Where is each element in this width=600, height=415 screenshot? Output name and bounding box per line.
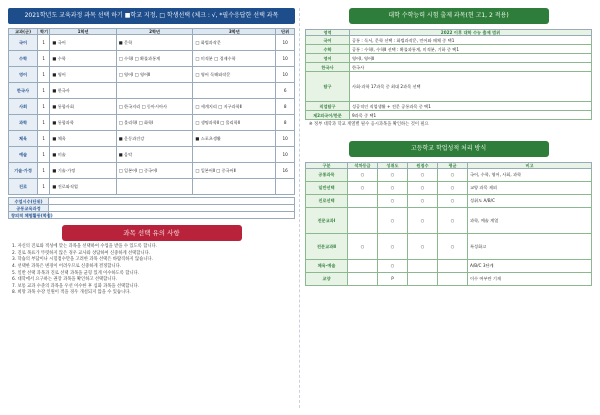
csat-content: 공통 : 수학Ⅰ, 수학Ⅱ 선택 : 확률과통계, 미적분, 기하 중 택1 — [350, 45, 592, 54]
grading-mark: ○ — [378, 194, 408, 207]
table-row — [9, 147, 295, 163]
grading-mark — [348, 194, 378, 207]
list-item: 8. 희망 과목 수강 인원이 적을 경우 개설되지 않을 수 있습니다. — [12, 290, 131, 296]
csat-area: 한국사 — [306, 63, 350, 72]
grading-mark: ○ — [438, 207, 468, 233]
grading-mark: ○ — [348, 233, 378, 259]
row-year1: ■ 통합과학 — [50, 115, 116, 131]
table-row — [9, 99, 295, 115]
curriculum-table — [8, 28, 295, 195]
list-item: 2. 진로 목표가 뚜렷하지 않은 경우 교사와 상담하여 신중하게 선택합니다. — [12, 250, 151, 256]
csat-area: 직업탐구 — [306, 102, 350, 111]
csat-area: 국어 — [306, 36, 350, 45]
grading-kind: 체육·예술 — [306, 259, 348, 272]
row-semester: 1 — [38, 99, 50, 115]
grading-kind: 교양 — [306, 272, 348, 285]
grading-mark: ○ — [408, 207, 438, 233]
table-row — [9, 163, 295, 179]
row-year1: ■ 진로와직업 — [50, 179, 116, 195]
row-semester: 1 — [38, 147, 50, 163]
row-year2: ■ 운동과건강 — [116, 131, 193, 147]
grading-mark: ○ — [438, 181, 468, 194]
csat-content: 9과목 중 택1 — [350, 111, 592, 120]
grading-kind: 전문교과Ⅰ — [306, 207, 348, 233]
summary-table — [8, 197, 295, 219]
grading-col-header: 구분 — [306, 162, 348, 168]
grading-mark: ○ — [408, 194, 438, 207]
grading-mark — [348, 272, 378, 285]
table-row — [9, 51, 295, 67]
csat-col-area: 영역 — [306, 30, 350, 36]
grading-col-header: 원점수 — [408, 162, 438, 168]
row-year2: □ 영어Ⅰ □ 영어Ⅱ — [116, 67, 193, 83]
row-semester: 1 — [38, 115, 50, 131]
row-subject: 수학 — [9, 51, 38, 67]
grading-note: 성취도 A/B/C — [468, 194, 592, 207]
table-row — [306, 233, 592, 259]
csat-content: 영어Ⅰ, 영어Ⅱ — [350, 54, 592, 63]
grading-col-header: 비고 — [468, 162, 592, 168]
grading-mark: ○ — [378, 168, 408, 181]
grading-kind: 진로선택 — [306, 194, 348, 207]
row-year2: ■ 음악 — [116, 147, 193, 163]
list-item: 4. 선택한 과목은 변경이 어려우므로 신중하게 결정합니다. — [12, 263, 122, 269]
row-subject: 사회 — [9, 99, 38, 115]
table-row — [9, 35, 295, 51]
grading-note: A/B/C 3단계 — [468, 259, 592, 272]
row-subject: 예술 — [9, 147, 38, 163]
row-year2 — [116, 83, 193, 99]
col-semester: 학기 — [38, 29, 50, 35]
row-subject: 영어 — [9, 67, 38, 83]
row-year1: ■ 체육 — [50, 131, 116, 147]
table-row — [306, 72, 592, 102]
table-row — [306, 63, 592, 72]
grading-mark: ○ — [378, 181, 408, 194]
col-year1: 1학년 — [50, 29, 116, 35]
grading-col-header: 성취도 — [378, 162, 408, 168]
table-row — [9, 67, 295, 83]
row-year1: ■ 수학 — [50, 51, 116, 67]
table-row — [306, 45, 592, 54]
grading-mark — [438, 272, 468, 285]
selection-notes-list — [8, 241, 295, 297]
grading-mark: ○ — [378, 207, 408, 233]
row-subject: 과학 — [9, 115, 38, 131]
col-year3: 3학년 — [193, 29, 276, 35]
grading-table — [305, 162, 592, 286]
selection-notes-title: 과목 선택 유의 사항 — [62, 225, 242, 241]
grading-note: 과학, 예술 계열 — [468, 207, 592, 233]
table-row — [306, 54, 592, 63]
row-year3: □ 미적분 □ 경제수학 — [193, 51, 276, 67]
row-units: 16 — [276, 163, 295, 179]
row-units: 10 — [276, 147, 295, 163]
table-row — [306, 207, 592, 233]
grading-col-header: 석차등급 — [348, 162, 378, 168]
csat-header: 2022 이후 대학 수능 출제 범위 — [350, 30, 592, 36]
grading-kind: 공통과목 — [306, 168, 348, 181]
row-year2: □ 수학Ⅰ □ 확률과통계 — [116, 51, 193, 67]
col-subject: 교과(군) — [9, 29, 38, 35]
col-units: 단위 — [276, 29, 295, 35]
grading-kind: 전문교과Ⅱ — [306, 233, 348, 259]
row-subject: 기술·가정 — [9, 163, 38, 179]
csat-content: 사회·과학 17과목 중 최대 2과목 선택 — [350, 72, 592, 102]
csat-area: 영어 — [306, 54, 350, 63]
table-row — [306, 111, 592, 120]
row-year1: ■ 미술 — [50, 147, 116, 163]
csat-table — [305, 29, 592, 120]
row-year1: ■ 영어 — [50, 67, 116, 83]
row-subject: 한국사 — [9, 83, 38, 99]
row-subject: 국어 — [9, 35, 38, 51]
table-row — [306, 259, 592, 272]
grading-mark: ○ — [438, 194, 468, 207]
grading-mark — [408, 272, 438, 285]
grading-mark: ○ — [348, 181, 378, 194]
table-row — [306, 168, 592, 181]
row-year1: ■ 한국사 — [50, 83, 116, 99]
row-units: 10 — [276, 67, 295, 83]
list-item: 5. 일반 선택 과목과 진로 선택 과목을 균형 있게 이수하도록 합니다. — [12, 270, 140, 276]
csat-content: 한국사 — [350, 63, 592, 72]
grading-mark: ○ — [378, 259, 408, 272]
row-year2: ■ 문학 — [116, 35, 193, 51]
row-year3 — [193, 83, 276, 99]
table-row — [306, 194, 592, 207]
row-year3: ■ 스포츠생활 — [193, 131, 276, 147]
summary-hours: 수업시수(단위) — [9, 198, 49, 205]
grading-mark: ○ — [408, 168, 438, 181]
row-year2 — [116, 179, 193, 195]
row-year3: □ 화법과작문 — [193, 35, 276, 51]
row-year1: ■ 통합사회 — [50, 99, 116, 115]
csat-area: 탐구 — [306, 72, 350, 102]
grading-mark — [348, 207, 378, 233]
row-year1: ■ 국어 — [50, 35, 116, 51]
row-semester: 1 — [38, 83, 50, 99]
row-semester: 1 — [38, 179, 50, 195]
row-units: 10 — [276, 131, 295, 147]
grading-mark — [348, 259, 378, 272]
table-row — [306, 181, 592, 194]
grading-note: 이수 여부만 기재 — [468, 272, 592, 285]
grading-kind: 일반선택 — [306, 181, 348, 194]
grading-mark — [438, 259, 468, 272]
row-year3: □ 일본어Ⅱ □ 중국어Ⅱ — [193, 163, 276, 179]
row-subject: 진로 — [9, 179, 38, 195]
row-semester: 1 — [38, 51, 50, 67]
row-year3: □ 생명과학Ⅱ □ 물리학Ⅱ — [193, 115, 276, 131]
row-semester: 1 — [38, 163, 50, 179]
grading-note: 국어, 수학, 영어, 사회, 과학 — [468, 168, 592, 181]
grading-col-header: 평균 — [438, 162, 468, 168]
csat-note: ※ 정부 대학과 학교 계열별 필수 응시과목을 확인하는 것이 필요 — [309, 122, 429, 128]
csat-content: 성공적인 직업생활 + 전문 공통과목 중 택1 — [350, 102, 592, 111]
list-item: 6. 대학에서 요구하는 권장 과목을 확인하고 선택합니다. — [12, 277, 117, 283]
list-item: 3. 학습의 부담이나 시험점수만을 고려한 과목 선택은 바람직하지 않습니다. — [12, 257, 153, 263]
table-row — [9, 179, 295, 195]
left-page — [8, 8, 295, 408]
row-year2: □ 일본어Ⅰ □ 중국어Ⅰ — [116, 163, 193, 179]
grading-mark: ○ — [438, 233, 468, 259]
table-row — [9, 131, 295, 147]
row-units: 10 — [276, 51, 295, 67]
row-semester: 1 — [38, 35, 50, 51]
curriculum-banner: 2021학년도 교육과정 과목 선택 하기 ■학교 지정, □ 학생선택 (체크 : √, *필수응답한 선택 과목 — [8, 8, 295, 24]
summary-creative: 창의적 체험활동(학점) — [9, 212, 49, 219]
grading-mark: ○ — [438, 168, 468, 181]
row-semester: 1 — [38, 131, 50, 147]
row-year3 — [193, 147, 276, 163]
summary-joint: 공동교육과정 — [9, 205, 49, 212]
grading-mark: ○ — [408, 233, 438, 259]
row-year1: ■ 기술·가정 — [50, 163, 116, 179]
csat-content: 공통 : 독서, 문학 선택 : 화법과작문, 언어와 매체 중 택1 — [350, 36, 592, 45]
right-page — [305, 8, 592, 408]
col-year2: 2학년 — [116, 29, 193, 35]
grading-mark: P — [378, 272, 408, 285]
grading-mark — [408, 259, 438, 272]
row-units: 8 — [276, 99, 295, 115]
row-year2: □ 물리학Ⅰ □ 화학Ⅰ — [116, 115, 193, 131]
row-units: 6 — [276, 83, 295, 99]
row-year2: □ 한국지리 □ 동아시아사 — [116, 99, 193, 115]
table-row — [9, 83, 295, 99]
table-row — [306, 36, 592, 45]
page-divider — [299, 8, 300, 408]
row-units: 8 — [276, 115, 295, 131]
table-row — [9, 115, 295, 131]
table-row — [306, 102, 592, 111]
csat-area: 수학 — [306, 45, 350, 54]
csat-area: 제2외국어/한문 — [306, 111, 350, 120]
grading-note: 교양 과목 제외 — [468, 181, 592, 194]
row-year3: □ 영어 독해와작문 — [193, 67, 276, 83]
grading-note: 특성화고 — [468, 233, 592, 259]
list-item: 7. 보통 교과 수준의 과목을 우선 이수한 후 심화 과목을 선택합니다. — [12, 283, 140, 289]
grading-mark: ○ — [408, 181, 438, 194]
grading-mark: ○ — [378, 233, 408, 259]
row-semester: 1 — [38, 67, 50, 83]
table-row — [306, 272, 592, 285]
grading-mark: ○ — [348, 168, 378, 181]
row-year3: □ 세계지리 □ 지구과학Ⅱ — [193, 99, 276, 115]
row-year3 — [193, 179, 276, 195]
csat-banner: 대학 수학능력 시험 출제 과목(현 고1, 2 적용) — [349, 8, 549, 24]
grading-banner: 고등학교 학업성적 처리 방식 — [349, 141, 549, 157]
row-units: 10 — [276, 35, 295, 51]
list-item: 1. 자신의 진로와 적성에 맞는 과목을 선택하여 수업을 받을 수 있도록 합니다. — [12, 244, 158, 250]
row-subject: 체육 — [9, 131, 38, 147]
row-units — [276, 179, 295, 195]
